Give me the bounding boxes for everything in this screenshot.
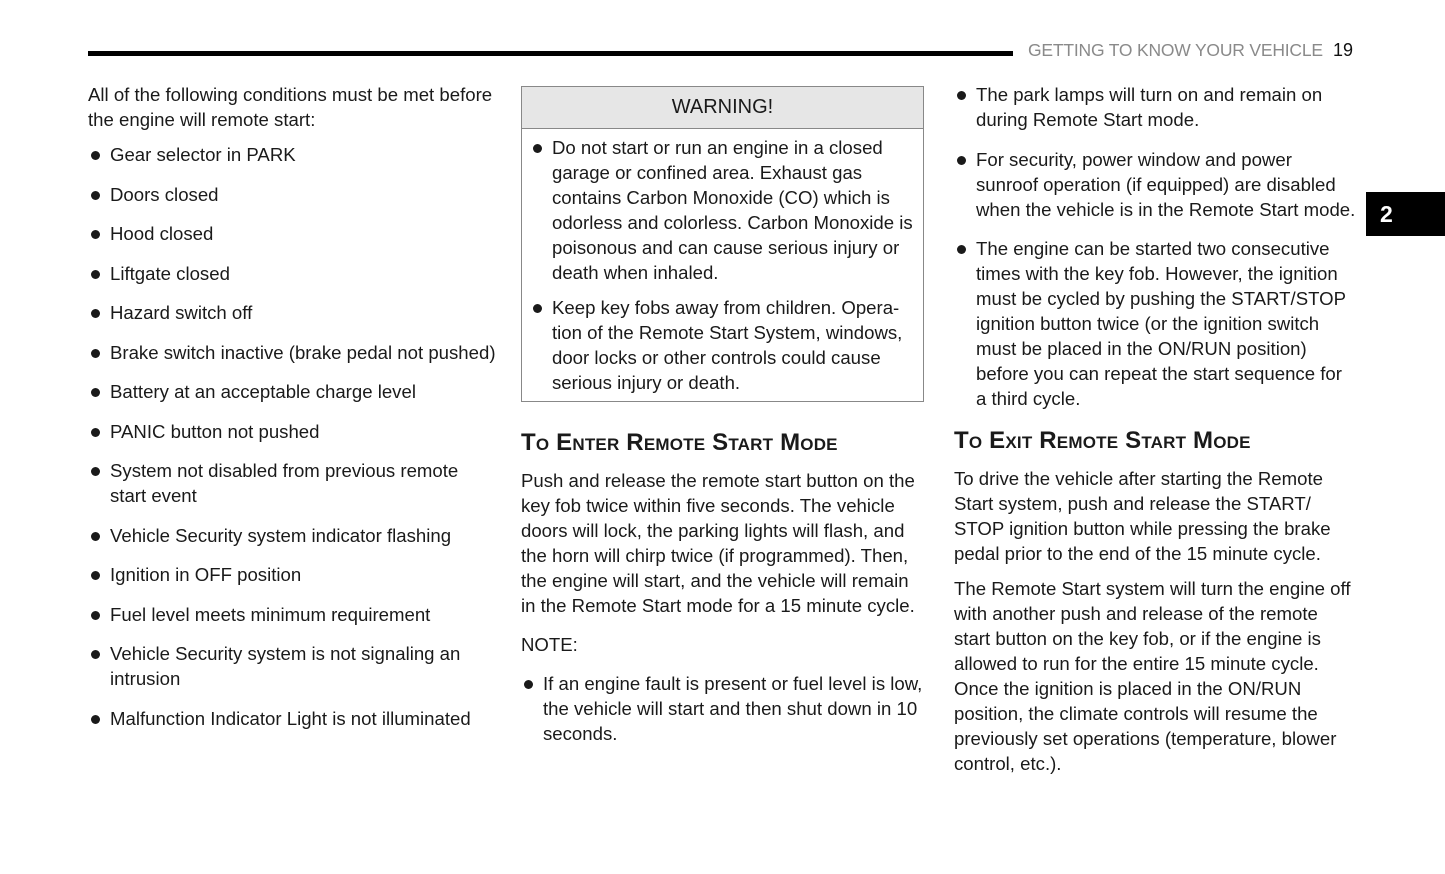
chapter-tab: 2 — [1366, 192, 1445, 236]
list-item-text: Vehicle Security system indicator flashing — [110, 524, 452, 546]
bullet-icon — [91, 571, 100, 580]
warning-title: WARNING! — [522, 87, 923, 129]
list-item-text: Do not start or run an engine in a closed garage or confined area. Exhaust gas contains Carbon Monoxide (CO) which is odorless and colorless. Carbon Monoxide is poisonous and can cause serious injury or death when inhaled. — [552, 137, 913, 283]
exit-paragraph: To drive the vehicle after starting the Remote Start system, push and release the START/ STOP ignition button while pressing the brake pedal prior to the end of the 15 minute cycle. — [954, 467, 1331, 564]
note-label: NOTE: — [521, 634, 578, 655]
list-item — [88, 340, 498, 365]
bullet-icon — [91, 270, 100, 279]
list-item-text: PANIC button not pushed — [110, 420, 320, 442]
list-item — [530, 295, 913, 395]
list-item — [88, 300, 498, 325]
list-item — [88, 379, 498, 404]
note-list — [521, 671, 924, 746]
bullet-icon — [91, 191, 100, 200]
list-item-text: Malfunction Indicator Light is not illuminated — [110, 707, 471, 729]
list-item — [88, 602, 498, 627]
info-list — [954, 82, 1356, 411]
list-item — [88, 261, 498, 286]
bullet-icon — [91, 715, 100, 724]
warning-list — [522, 129, 923, 401]
bullet-icon — [91, 230, 100, 239]
page-number: 19 — [1333, 40, 1354, 60]
column-exit — [954, 82, 1356, 786]
conditions-intro: All of the following conditions must be met before the engine will remote start: — [88, 84, 493, 130]
exit-heading: To Exit Remote Start Mode — [954, 426, 1251, 454]
list-item — [954, 236, 1356, 411]
list-item-text: Brake switch inactive (brake pedal not pushed) — [110, 341, 496, 363]
list-item — [88, 182, 498, 207]
bullet-icon — [524, 680, 533, 689]
list-item — [88, 419, 498, 444]
exit-paragraph: The Remote Start system will turn the engine off with another push and release of the remote start button on the key fob, or if the engine is allowed to run for the entire 15 minute cycle. Once the ignition is placed in the ON/RUN position, the climate controls will resume the previously set operations (temperature, blower control, etc.). — [954, 577, 1351, 774]
list-item — [88, 706, 498, 731]
warning-box — [521, 86, 924, 402]
list-item-text: Battery at an acceptable charge level — [110, 381, 416, 402]
bullet-icon — [957, 245, 966, 254]
bullet-icon — [91, 309, 100, 318]
bullet-icon — [533, 144, 542, 153]
bullet-icon — [957, 156, 966, 165]
list-item-text: Vehicle Security system is not signaling an intrusion — [110, 643, 461, 689]
list-item-text: Gear selector in PARK — [110, 144, 296, 165]
list-item — [954, 82, 1356, 132]
conditions-list — [88, 142, 498, 731]
bullet-icon — [91, 467, 100, 476]
list-item — [954, 147, 1356, 222]
list-item-text: System not disabled from previous remote start event — [110, 460, 459, 506]
list-item — [88, 562, 498, 587]
list-item — [521, 671, 924, 746]
header-rule — [88, 51, 1013, 56]
list-item-text: Keep key fobs away from children. Opera-tion of the Remote Start System, windows, door locks or other controls could cause serious injury or death. — [552, 297, 903, 393]
bullet-icon — [91, 428, 100, 437]
column-enter — [521, 82, 924, 761]
list-item-text: Ignition in OFF position — [110, 564, 302, 585]
list-item — [88, 458, 498, 508]
list-item-text: The park lamps will turn on and remain on during Remote Start mode. — [976, 84, 1323, 130]
list-item-text: Hood closed — [110, 223, 214, 244]
enter-text: Push and release the remote start button on the key fob twice within five seconds. The vehicle doors will lock, the parking lights will flash, and the horn will chirp twice (if programmed). Then, the engine will start, and the vehicle will remain in the Remote Start mode for a 15 minute cycle. — [521, 470, 915, 616]
enter-heading: To Enter Remote Start Mode — [521, 429, 838, 456]
bullet-icon — [957, 91, 966, 100]
list-item-text: If an engine fault is present or fuel level is low, the vehicle will start and then shut down in 10 seconds. — [543, 673, 923, 744]
bullet-icon — [91, 349, 100, 358]
list-item-text: The engine can be started two consecutive times with the key fob. However, the ignition must be cycled by pushing the START/STOP ignition button twice (or the ignition switch must be placed in the ON/RUN position) before you can repeat the start sequence for a third cycle. — [976, 238, 1346, 409]
column-conditions — [88, 82, 498, 745]
bullet-icon — [91, 650, 100, 659]
list-item-text: For security, power window and power sunroof operation (if equipped) are disabled when the vehicle is in the Remote Start mode. — [976, 148, 1356, 220]
list-item — [88, 523, 498, 548]
list-item — [88, 641, 498, 691]
bullet-icon — [91, 388, 100, 397]
section-title: GETTING TO KNOW YOUR VEHICLE — [1028, 40, 1323, 60]
bullet-icon — [91, 611, 100, 620]
list-item-text: Liftgate closed — [110, 262, 230, 284]
bullet-icon — [533, 304, 542, 313]
list-item-text: Hazard switch off — [110, 302, 253, 323]
list-item-text: Fuel level meets minimum requirement — [110, 603, 431, 625]
list-item-text: Doors closed — [110, 183, 219, 205]
list-item — [88, 142, 498, 167]
list-item — [530, 135, 913, 285]
list-item — [88, 221, 498, 246]
bullet-icon — [91, 151, 100, 160]
bullet-icon — [91, 532, 100, 541]
